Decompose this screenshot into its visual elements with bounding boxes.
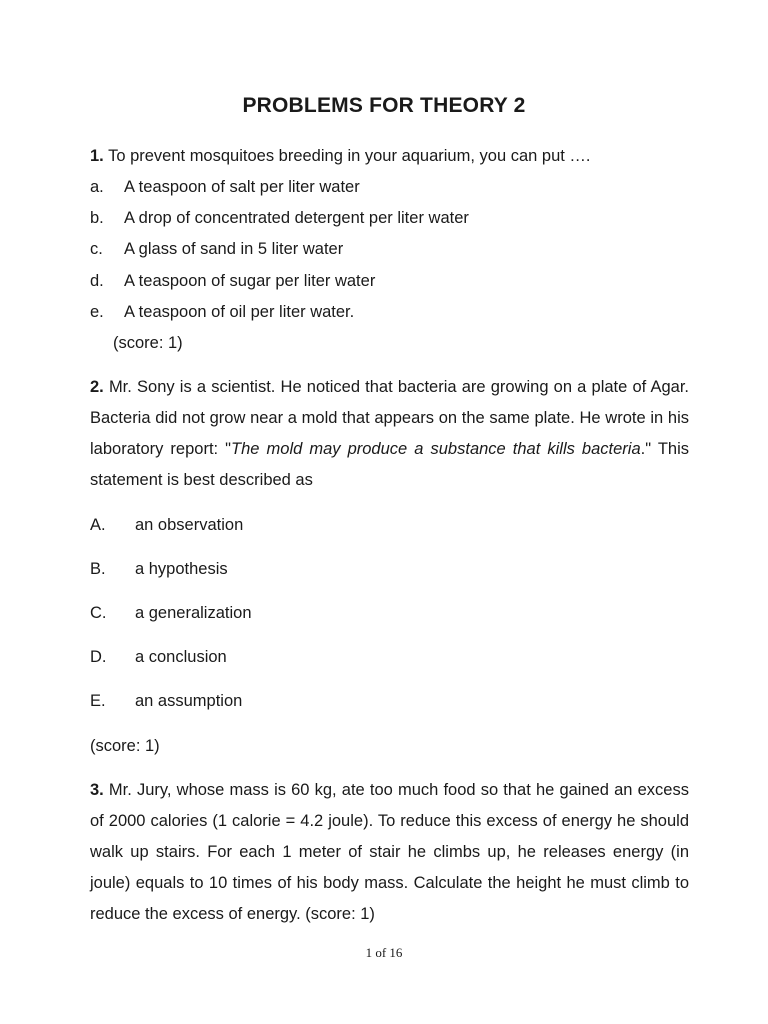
question-3-text: Mr. Jury, whose mass is 60 kg, ate too much food so that he gained an excess of 2000 calories (1 calorie = 4.2 joule). To reduce this excess of energy he should walk up stairs. For each 1 meter of stair he climbs up, he releases energy (in joule) equals to 10 times of his body mass. Calculate the height he must climb to reduce the excess of energy. (score: 1) bbox=[90, 781, 689, 923]
option-letter: E. bbox=[90, 692, 106, 710]
question-2-number: 2. bbox=[90, 378, 104, 396]
option-letter: d. bbox=[90, 272, 104, 290]
option-text: an assumption bbox=[135, 692, 243, 710]
page-number: 1 of 16 bbox=[365, 945, 403, 960]
option-letter: a. bbox=[90, 178, 104, 196]
question-1-text: To prevent mosquitoes breeding in your aquarium, you can put …. bbox=[108, 147, 591, 165]
option-text: A teaspoon of salt per liter water bbox=[124, 178, 360, 196]
option-letter: b. bbox=[90, 209, 104, 227]
question-1-score: (score: 1) bbox=[113, 334, 183, 352]
option-text: A glass of sand in 5 liter water bbox=[124, 240, 344, 258]
option-text: a generalization bbox=[135, 604, 252, 622]
question-2-text-end: ." This statement is best described as bbox=[90, 440, 689, 489]
question-1-number: 1. bbox=[90, 147, 104, 165]
option-text: A teaspoon of oil per liter water. bbox=[124, 303, 355, 321]
option-letter: D. bbox=[90, 648, 107, 666]
option-letter: c. bbox=[90, 240, 103, 258]
question-2-text-start: Mr. Sony is a scientist. He noticed that bacteria are growing on a plate of Agar. Bacteria did not grow near a mold that appears on the same plate. He wrote in his laboratory report: " bbox=[90, 378, 689, 458]
option-text: A drop of concentrated detergent per liter water bbox=[124, 209, 469, 227]
option-text: a conclusion bbox=[135, 648, 227, 666]
question-2-score: (score: 1) bbox=[90, 737, 160, 755]
option-text: A teaspoon of sugar per liter water bbox=[124, 272, 376, 290]
question-2-stem bbox=[90, 372, 689, 496]
question-3-stem bbox=[90, 775, 689, 930]
question-3-number: 3. bbox=[90, 781, 104, 799]
option-letter: C. bbox=[90, 604, 107, 622]
option-letter: B. bbox=[90, 560, 106, 578]
page-title: PROBLEMS FOR THEORY 2 bbox=[242, 94, 526, 117]
option-text: an observation bbox=[135, 516, 244, 534]
option-letter: A. bbox=[90, 516, 106, 534]
question-1-stem bbox=[90, 147, 591, 166]
question-2-quote: The mold may produce a substance that kills bacteria bbox=[231, 440, 641, 458]
option-text: a hypothesis bbox=[135, 560, 228, 578]
option-letter: e. bbox=[90, 303, 104, 321]
